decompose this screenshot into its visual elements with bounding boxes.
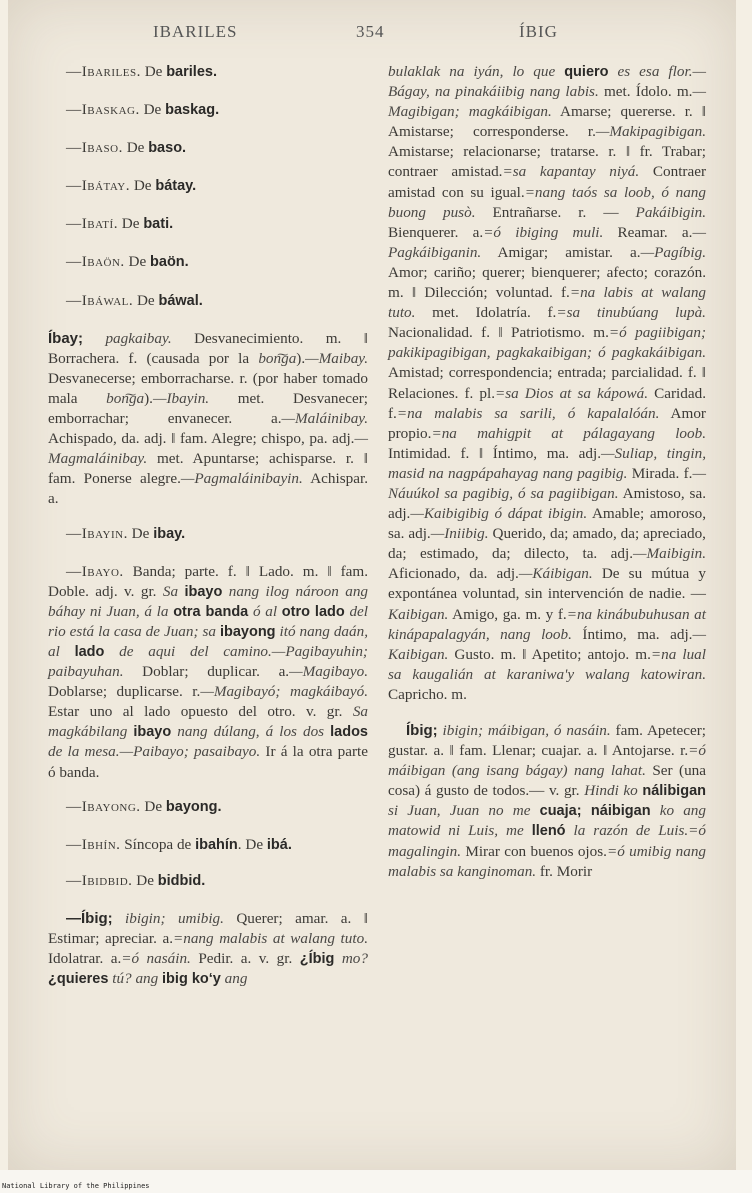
entry-text: Kaibigan. <box>388 605 449 623</box>
entry-text: Amarse; quererse. r. ‖ Amistarse; corresponderse. r. <box>388 103 707 141</box>
entry-keyword: lados <box>330 724 368 741</box>
ref-de: De <box>128 253 147 271</box>
entry-ibhin <box>48 835 368 855</box>
entry-ibaso <box>48 138 368 158</box>
entry-ibati <box>48 214 368 234</box>
entry-text: bulaklak na iyán, lo que <box>388 63 565 80</box>
entry-text: Achispar. a. <box>48 470 368 508</box>
ref-de: De <box>144 797 163 815</box>
entry-text: =na malabis sa sarili, ó kapalalóán. <box>396 404 660 422</box>
entry-ibaon <box>48 252 368 272</box>
entry-text: Ser (una cosa) á gusto de todos.— v. gr. <box>388 762 706 800</box>
entry-headword: —Íbig; <box>66 909 113 927</box>
entry-text: —Magibayó; magkáibayó. <box>200 683 368 701</box>
entry-head: —Ibhín. <box>66 835 121 853</box>
entry-text: =ó umibig nang malabis sa kanginoman. <box>388 842 707 880</box>
entry-ibatay <box>48 176 368 196</box>
entry-text: =na labis at walang tuto. <box>388 284 707 322</box>
left-column <box>48 62 368 989</box>
entry-text: —Iniibig. <box>430 525 489 543</box>
entry-text: Estar uno al lado opuesto del otro. v. gr. <box>48 703 353 721</box>
entry-text: =nang malabis at walang tuto. <box>173 930 368 947</box>
right-column <box>388 62 706 882</box>
entry-text: Desvanecerse; emborracharse. r. (por haber tomado mala <box>48 369 368 407</box>
entry-text: —Káibigan. <box>518 565 593 583</box>
entry-head: —Ibaskag. <box>66 101 140 119</box>
entry-head: —Ibayo. <box>66 562 124 580</box>
ref-de: De <box>133 177 152 195</box>
entry-text: ibigin; umibig. <box>112 909 224 927</box>
entry-text: —Pagmaláinibayin. <box>180 470 303 488</box>
entry-text: Amigar; amistar. a. <box>481 243 641 261</box>
ref-target: ibahín <box>195 836 238 853</box>
entry-head: —Ibaön. <box>66 253 125 271</box>
entry-ibaskag <box>48 100 368 120</box>
entry-keyword: nálibigan <box>642 783 706 800</box>
entry-text: Amigo, ga. m. y f. <box>448 605 567 623</box>
entry-text: —Maibigin. <box>633 545 706 563</box>
ref-de: De <box>143 101 162 119</box>
entry-ibidbid <box>48 871 368 891</box>
entry-text: nang ilog nároon ang báhay ni Juan, á la <box>48 582 369 620</box>
entry-ibig-continued <box>388 62 706 705</box>
ref-target: bidbid. <box>157 872 206 889</box>
entry-text: tú? ang <box>108 970 163 988</box>
entry-keyword: ibayo <box>184 583 223 600</box>
entry-text: ). <box>144 389 153 407</box>
entry-text: =sa tinubúang lupà. <box>556 304 706 322</box>
entry-text: nang dúlang, á los dos <box>171 723 331 741</box>
ref-target: bátay. <box>155 178 197 195</box>
footer-credit: National Library of the Philippines <box>2 1182 150 1190</box>
ref-target: bariles. <box>166 64 217 80</box>
entry-text: Intimidad. f. ‖ Íntimo, ma. adj. <box>388 444 602 462</box>
entry-text: itó nang daán, al <box>48 622 368 660</box>
header-left-guide-word: IBARILES <box>153 22 238 41</box>
ref-de: De <box>121 215 140 233</box>
entry-text: Mirar con buenos ojos. <box>461 842 607 860</box>
entry-text: —Ibayin. <box>152 389 210 407</box>
entry-text: —Pagíbig. <box>640 243 706 261</box>
entry-text: Aficionado, da. adj. <box>388 565 519 583</box>
entry-keyword: otra banda <box>173 603 249 620</box>
entry-text: Achispado, da. adj. ‖ fam. Alegre; chispo, pa. adj. <box>48 430 355 448</box>
entry-keyword: cuaja; náibigan <box>539 803 651 820</box>
entry-keyword: otro lado <box>281 603 345 620</box>
entry-text: —Náuúkol sa pagibig, ó sa pagiibigan. <box>388 464 706 502</box>
entry-text: si Juan, Juan no me <box>388 802 540 820</box>
entry-text: Contraer amistad con su igual. <box>388 163 707 201</box>
ref-de: De <box>131 524 150 542</box>
entry-text: fam. Apetecer; gustar. a. ‖ fam. Llenar; cuajar. a. ‖ Antojarse. r. <box>388 722 706 760</box>
entry-text: . De <box>237 835 267 853</box>
entry-text: Íntimo, ma. adj. <box>571 625 693 643</box>
page-number: 354 <box>356 22 385 41</box>
entry-text: Amistoso, sa. adj. <box>388 484 706 523</box>
entry-text: —Maibay. <box>305 349 368 367</box>
ref-target: baön. <box>150 254 189 271</box>
entry-text: Sa <box>162 582 185 600</box>
entry-keyword: ibig ko‘y <box>162 971 221 988</box>
entry-text: =na mahigpit at pálagayang loob. <box>431 424 706 442</box>
entry-text: Gusto. m. ‖ Apetito; antojo. m. <box>448 645 651 663</box>
entry-text: =na kinábubuhusan at kinápapalagyán, nang loob. <box>388 605 706 643</box>
entry-text: =nang taós sa loob, ó nang buong pusò. <box>388 183 706 221</box>
entry-text: met. Ídolo. m. <box>598 83 693 101</box>
entry-headword: Íbay; <box>48 329 84 347</box>
entry-head: —Ibatí. <box>66 215 118 233</box>
entry-text: Pedir. a. v. gr. <box>190 950 300 968</box>
entry-text: Pakáibigin. <box>618 203 707 221</box>
entry-text: del rio está la casa de Juan; sa <box>48 602 368 640</box>
entry-text: Reamar. a. <box>603 223 693 241</box>
entry-ibig <box>48 909 368 989</box>
entry-text: —Makipagibigan. <box>595 123 706 141</box>
page-header <box>0 22 752 46</box>
entry-text: Mirada. f. <box>627 464 693 482</box>
entry-ibig-2 <box>388 721 706 882</box>
entry-headword: Íbig; <box>406 722 438 739</box>
entry-text: Amor; cariño; querer; bienquerer; afecto; corazón. m. ‖ Dilección; voluntad. f. <box>388 263 706 302</box>
entry-ibayong <box>48 797 368 817</box>
ref-target: baskag. <box>165 102 220 119</box>
entry-text: Amistarse; relacionarse; tratarse. r. ‖ fr. Trabar; contraer amistad. <box>388 143 706 181</box>
ref-target: baso. <box>148 140 187 157</box>
entry-keyword: ¿Íbig <box>299 951 335 968</box>
entry-head: —Ibaso. <box>66 139 123 157</box>
entry-text: Querido, da; amado, da; apreciado, da; estimado, da; dilecto, ta. adj. <box>388 525 706 563</box>
entry-text: =ó ibiging muli. <box>483 223 604 241</box>
entry-text: fr. Morir <box>536 862 593 880</box>
entry-text: Amor propio. <box>388 404 706 442</box>
entry-ibayo <box>48 562 368 783</box>
entry-head: —Ibariles. <box>66 63 141 80</box>
entry-text: —Magmaláinibay. <box>48 430 368 468</box>
entry-text: bon͠ga <box>106 389 145 407</box>
entry-keyword: ibayong <box>219 623 276 640</box>
entry-text: de la mesa.—Paibayo; pasaibayo. <box>48 743 261 761</box>
entry-text: Bienquerer. a. <box>388 223 484 241</box>
entry-text: Amistad; correspondencia; entrada; parcialidad. f. ‖ Relaciones. f. pl. <box>388 364 706 402</box>
entry-head: —Ibátay. <box>66 177 131 195</box>
ref-de: De <box>144 63 163 80</box>
ref-target: ibá. <box>266 836 292 853</box>
entry-text: Amable; amoroso, sa. adj. <box>388 505 706 543</box>
ref-target: bayong. <box>165 798 222 815</box>
entry-text: Caridad. f. <box>388 384 706 422</box>
entry-text: —Magibigan; magkáibigan. <box>388 83 706 121</box>
ref-target: bati. <box>143 216 174 233</box>
entry-text: ibigin; máibigan, ó nasáin. <box>437 722 611 739</box>
entry-text: —Kaibigibig ó dápat ibigin. <box>410 505 588 523</box>
entry-ibay <box>48 329 368 510</box>
entry-text: =sa kapantay niyá. <box>502 163 640 181</box>
entry-text: met. Desvanecer; emborrachar; envanecer. a. <box>48 389 368 428</box>
entry-text: Doblarse; duplicarse. r. <box>48 683 201 701</box>
entry-text: ). <box>296 349 306 367</box>
entry-text: Doblar; duplicar. a. <box>123 663 290 681</box>
entry-ibawal <box>48 291 368 311</box>
entry-text: de aqui del camino.—Pagibayuhin; paibayuhan. <box>48 642 368 681</box>
entry-keyword: lado <box>74 643 105 660</box>
entry-text: met. Idolatría. f. <box>415 304 557 322</box>
ref-de: De <box>126 139 145 157</box>
entry-text: =ó máibigan (ang isang bágay) nang lahat. <box>388 742 706 780</box>
entry-text: —Suliap, tingin, masid na nagpápahayag nang pagibig. <box>388 444 706 482</box>
entry-ibayin <box>48 524 368 544</box>
entry-text: =ó pagiibigan; pakikipagibigan, pagkakaibigan; ó pagkakáibigan. <box>388 324 706 362</box>
entry-text: Sa magkábilang <box>48 703 368 741</box>
entry-keyword: llenó <box>531 823 566 840</box>
entry-text: Hindi ko <box>584 782 643 800</box>
entry-ibariles <box>48 62 368 82</box>
header-right-guide-word: ÍBIG <box>519 22 558 41</box>
entry-text: De su mútua y expontánea voluntad, sin intervención de nadie. — <box>388 565 706 603</box>
entry-keyword: ibayo <box>133 724 172 741</box>
entry-text: la razón de Luis. <box>565 822 689 840</box>
entry-text: —Maláinibay. <box>281 410 368 428</box>
entry-text: =na lual sa kaugalián at karaniwa'y walang katowiran. <box>388 645 706 683</box>
entry-text: Capricho. m. <box>388 685 467 703</box>
footer-band <box>0 1170 752 1193</box>
entry-text: Nacionalidad. f. ‖ Patriotismo. m. <box>388 324 609 342</box>
entry-text: ang <box>220 970 248 988</box>
entry-text: Querer; amar. a. ‖ Estimar; apreciar. a. <box>48 909 369 947</box>
entry-keyword: quiero <box>564 64 609 80</box>
entry-text: Ir á la otra parte ó banda. <box>48 743 369 781</box>
entry-head: —Ibidbid. <box>66 871 133 889</box>
entry-text: es esa flor.—Bágay, na pinakáiibig nang labis. <box>388 63 706 101</box>
entry-head: —Ibáwal. <box>66 291 134 309</box>
entry-text: Desvanecimiento. m. ‖ Borrachera. f. (causada por la <box>48 329 369 367</box>
entry-text: pagkaibay. <box>105 329 172 347</box>
ref-target: báwal. <box>158 292 203 309</box>
entry-text: =sa Dios at sa kápowá. <box>495 384 649 402</box>
entry-text: =ó magalingin. <box>388 822 706 860</box>
entry-text: —Pagkáibiganin. <box>388 223 706 261</box>
ref-de: De <box>136 291 155 309</box>
entry-text: bon͠ga <box>258 349 297 367</box>
entry-text: —Magibayo. <box>289 663 368 681</box>
entry-head: —Ibayong. <box>66 797 141 815</box>
entry-text: —Kaibigan. <box>388 625 706 663</box>
entry-text: Entrañarse. r. — <box>475 203 619 221</box>
entry-text: Idolatrar. a. <box>48 950 122 968</box>
entry-text: =ó nasáin. <box>121 950 191 968</box>
entry-head: —Ibayin. <box>66 524 128 542</box>
entry-keyword: ¿quieres <box>48 971 109 988</box>
entry-text: Síncopa de <box>120 835 196 853</box>
entry-text: mo? <box>334 950 368 968</box>
ref-target: ibay. <box>153 525 186 542</box>
ref-de: De <box>136 871 154 889</box>
entry-text: ko ang matowid ni Luis, me <box>388 802 706 840</box>
entry-text: Banda; parte. f. ‖ Lado. m. ‖ fam. Doble. adj. v. gr. <box>48 562 368 600</box>
entry-text: ó al <box>248 602 282 620</box>
entry-text: met. Apuntarse; achisparse. r. ‖ fam. Ponerse alegre. <box>48 450 368 488</box>
